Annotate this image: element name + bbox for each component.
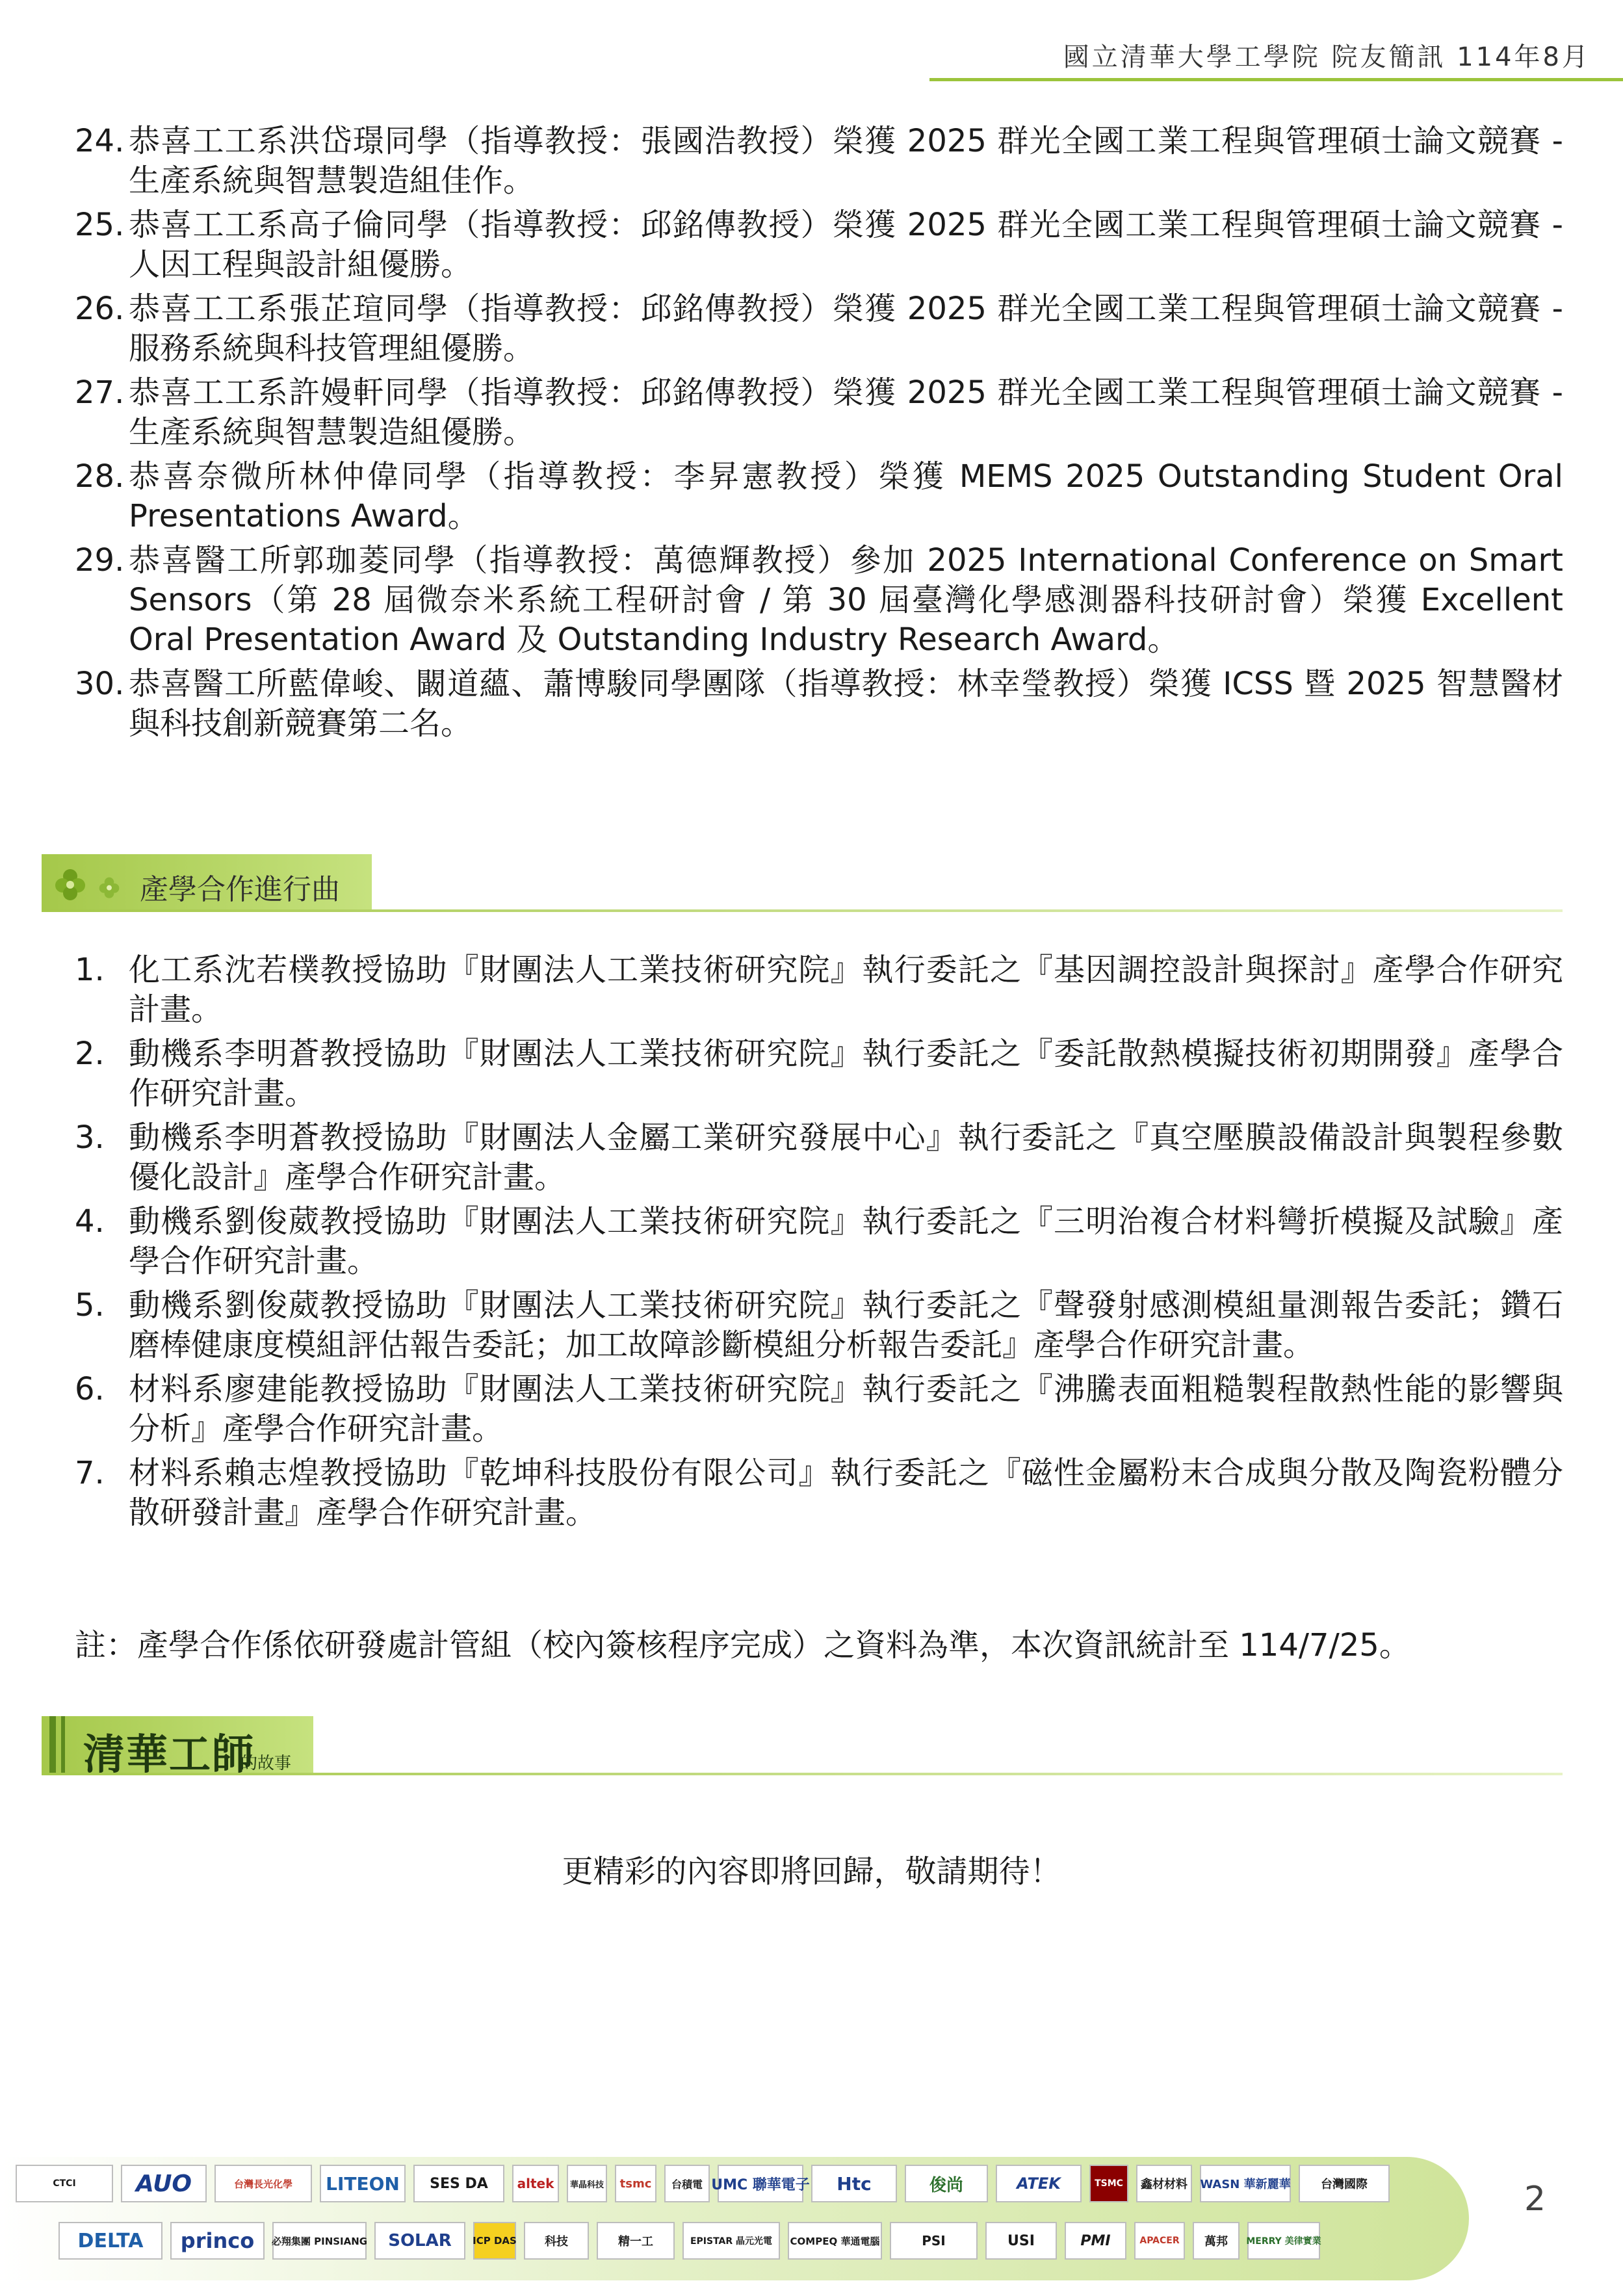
sponsor-logo: EPISTAR 晶元光電 [682, 2222, 780, 2260]
sponsor-logo: APACER [1134, 2222, 1185, 2260]
item-text: 恭喜醫工所藍偉峻、闞道蘊、蕭博駿同學團隊（指導教授：林幸瑩教授）榮獲 ICSS 暨 2025 智慧醫材與科技創新競賽第二名。 [129, 666, 1563, 742]
item-number: 1. [75, 952, 105, 988]
sponsor-logo: UMC 聯華電子 [718, 2165, 803, 2202]
list-item [75, 205, 1563, 285]
sponsor-logo: PSI [890, 2222, 978, 2260]
item-text: 恭喜奈微所林仲偉同學（指導教授：李昇憲教授）榮獲 MEMS 2025 Outstanding Student Oral Presentations Award。 [129, 458, 1563, 534]
sponsor-logo: 必翔集團 PINSIANG [272, 2222, 367, 2260]
list-item [75, 289, 1563, 369]
item-number: 7. [75, 1455, 105, 1491]
item-text: 動機系李明蒼教授協助『財團法人工業技術研究院』執行委託之『委託散熱模擬技術初期開發』產學合作研究計畫。 [129, 1036, 1563, 1112]
section-stripe [49, 1716, 56, 1773]
sponsor-logo: AUO [121, 2165, 207, 2202]
sponsor-logo: SOLAR [374, 2222, 465, 2260]
list-item [75, 541, 1563, 660]
item-text: 動機系李明蒼教授協助『財團法人金屬工業研究發展中心』執行委託之『真空壓膜設備設計與製程參數優化設計』產學合作研究計畫。 [129, 1119, 1563, 1195]
item-text: 化工系沈若樸教授協助『財團法人工業技術研究院』執行委託之『基因調控設計與探討』產學合作研究計畫。 [129, 952, 1563, 1028]
sponsor-logo: SES DA [413, 2165, 504, 2202]
sponsor-logo: tsmc [615, 2165, 656, 2202]
footnote: 註：產學合作係依研發處計管組（校內簽核程序完成）之資料為準，本次資訊統計至 114/7/25。 [75, 1627, 1410, 1663]
sponsor-logo: 萬邦 [1193, 2222, 1240, 2260]
item-text: 恭喜工工系張芷瑄同學（指導教授：邱銘傳教授）榮獲 2025 群光全國工業工程與管理碩士論文競賽 - 服務系統與科技管理組優勝。 [129, 291, 1563, 367]
item-text: 動機系劉俊葳教授協助『財團法人工業技術研究院』執行委託之『三明治複合材料彎折模擬及試驗』產學合作研究計畫。 [129, 1203, 1563, 1279]
sponsor-logo: DELTA [58, 2222, 162, 2260]
sponsor-logo: altek [512, 2165, 559, 2202]
section-stripe [61, 1716, 65, 1773]
sponsor-logo: ATEK [996, 2165, 1082, 2202]
item-text: 恭喜工工系洪岱璟同學（指導教授：張國浩教授）榮獲 2025 群光全國工業工程與管理碩士論文競賽 - 生產系統與智慧製造組佳作。 [129, 123, 1563, 199]
list-item [75, 1370, 1563, 1449]
sponsor-logo: USI [985, 2222, 1057, 2260]
sponsor-logo: COMPEQ 華通電腦 [788, 2222, 882, 2260]
sponsor-logo: MERRY 美律實業 [1247, 2222, 1320, 2260]
projects-list [75, 950, 1563, 1537]
item-number: 5. [75, 1287, 105, 1324]
section-title: 產學合作進行曲 [140, 873, 340, 906]
sponsor-logo: LITEON [320, 2165, 406, 2202]
item-number: 25. [75, 207, 125, 243]
list-item [75, 1286, 1563, 1365]
sponsor-logo: 俊尚 [905, 2165, 988, 2202]
list-item [75, 1454, 1563, 1533]
sponsor-logo: 精一工 [597, 2222, 675, 2260]
item-number: 30. [75, 666, 125, 702]
sponsor-logo: WASN 華新麗華 [1200, 2165, 1291, 2202]
item-text: 恭喜工工系高子倫同學（指導教授：邱銘傳教授）榮獲 2025 群光全國工業工程與管理碩士論文競賽 - 人因工程與設計組優勝。 [129, 207, 1563, 283]
sponsor-logo: 台灣長光化學 [214, 2165, 312, 2202]
sponsor-logo: ICP DAS [473, 2222, 516, 2260]
item-number: 24. [75, 123, 125, 159]
list-item [75, 664, 1563, 744]
list-item [75, 950, 1563, 1030]
list-item [75, 1034, 1563, 1114]
item-text: 恭喜醫工所郭珈菱同學（指導教授：萬德輝教授）參加 2025 International Conference on Smart Sensors（第 28 屆微奈米系統工程研討會 / 第 30 屆臺灣化學感測器科技研討會）榮獲 Excellent Oral Presentation Award 及 Outstanding Industry Research Award。 [129, 542, 1563, 658]
item-text: 動機系劉俊葳教授協助『財團法人工業技術研究院』執行委託之『聲發射感測模組量測報告委託；鑽石磨棒健康度模組評估報告委託；加工故障診斷模組分析報告委託』產學合作研究計畫。 [129, 1287, 1563, 1363]
awards-list [75, 122, 1563, 748]
sponsor-logo: TSMC [1089, 2165, 1128, 2202]
item-text: 材料系賴志煌教授協助『乾坤科技股份有限公司』執行委託之『磁性金屬粉末合成與分散及陶瓷粉體分散研發計畫』產學合作研究計畫。 [129, 1455, 1563, 1531]
item-number: 28. [75, 458, 125, 495]
section-title: 清華工師 [83, 1730, 255, 1779]
sponsor-logo: 台積電 [664, 2165, 710, 2202]
sponsor-logo: PMI [1065, 2222, 1126, 2260]
sponsor-logo: 華晶科技 [567, 2165, 607, 2202]
sponsor-logo: 台灣國際 [1299, 2165, 1390, 2202]
section-header-line [42, 909, 1563, 912]
item-number: 26. [75, 291, 125, 327]
section-subtitle: 的故事 [240, 1754, 292, 1773]
sponsor-logo: Htc [811, 2165, 897, 2202]
item-number: 6. [75, 1371, 105, 1407]
sponsor-row [58, 2222, 1320, 2260]
list-item [75, 122, 1563, 201]
item-text: 材料系廖建能教授協助『財團法人工業技術研究院』執行委託之『沸騰表面粗糙製程散熱性能的影響與分析』產學合作研究計畫。 [129, 1371, 1563, 1447]
list-item [75, 1118, 1563, 1197]
sponsor-logo: princo [170, 2222, 265, 2260]
flower-icon [51, 865, 90, 904]
sponsor-logo: 科技 [524, 2222, 589, 2260]
item-number: 2. [75, 1036, 105, 1072]
sponsor-row [16, 2165, 1390, 2202]
item-number: 29. [75, 542, 125, 579]
item-number: 4. [75, 1203, 105, 1240]
header-title: 國立清華大學工學院 院友簡訊 114年8月 [1063, 42, 1591, 72]
page-number: 2 [1524, 2180, 1546, 2219]
list-item [75, 1202, 1563, 1281]
item-text: 恭喜工工系許嫚軒同學（指導教授：邱銘傳教授）榮獲 2025 群光全國工業工程與管理碩士論文競賽 - 生產系統與智慧製造組優勝。 [129, 374, 1563, 450]
item-number: 27. [75, 374, 125, 411]
closing-message: 更精彩的內容即將回歸，敬請期待！ [562, 1853, 1061, 1890]
sponsor-logo: 鑫材材料 [1136, 2165, 1192, 2202]
list-item [75, 373, 1563, 452]
list-item [75, 457, 1563, 536]
flower-icon [96, 874, 122, 900]
sponsor-logo: CTCI [16, 2165, 113, 2202]
item-number: 3. [75, 1119, 105, 1156]
